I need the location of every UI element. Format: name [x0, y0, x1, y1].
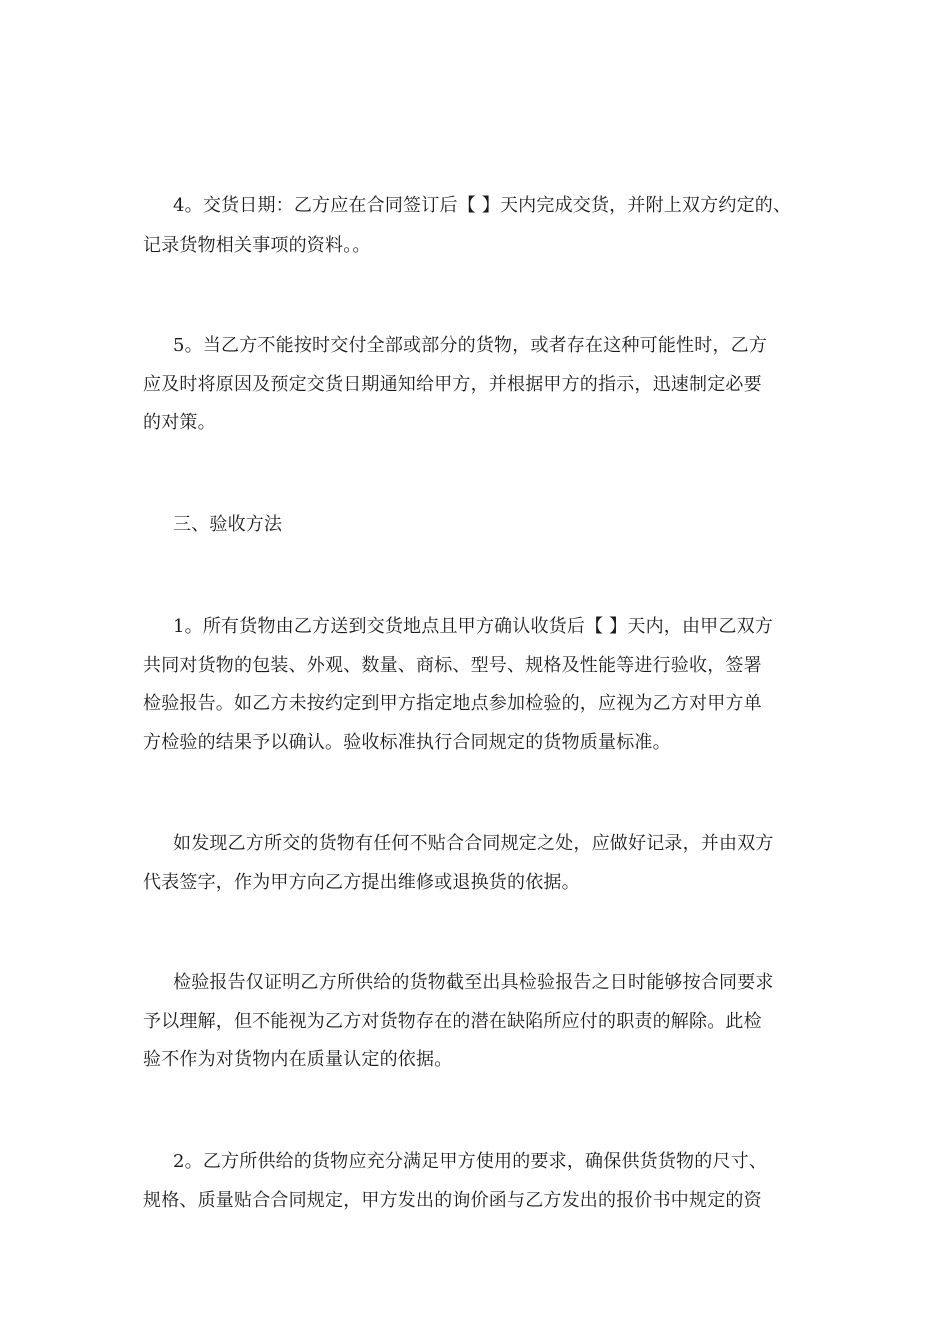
text-line: 共同对货物的包装、外观、数量、商标、型号、规格及性能等进行验收，签署 [143, 655, 762, 676]
text-line: 检验报告。如乙方未按约定到甲方指定地点参加检验的，应视为乙方对甲方单 [143, 693, 762, 714]
text-line: 2。乙方所供给的货物应充分满足甲方使用的要求，确保供货货物的尺寸、 [173, 1151, 768, 1172]
text-line: 予以理解，但不能视为乙方对货物存在的潜在缺陷所应付的职责的解除。此检 [143, 1011, 762, 1032]
text-line: 记录货物相关事项的资料。。 [143, 235, 371, 256]
text-line: 应及时将原因及预定交货日期通知给甲方，并根据甲方的指示，迅速制定必要 [143, 374, 762, 395]
text-line: 1。所有货物由乙方送到交货地点且甲方确认收货后【 】天内，由甲乙双方 [173, 616, 773, 637]
text-line: 验不作为对货物内在质量认定的依据。 [143, 1049, 453, 1070]
text-line: 5。当乙方不能按时交付全部或部分的货物，或者存在这种可能性时，乙方 [173, 335, 768, 356]
text-line: 如发现乙方所交的货物有任何不贴合合同规定之处，应做好记录，并由双方 [173, 833, 774, 854]
text-line: 检验报告仅证明乙方所供给的货物截至出具检验报告之日时能够按合同要求 [173, 972, 774, 993]
section-heading: 三、验收方法 [173, 514, 283, 535]
text-line: 代表签字，作为甲方向乙方提出维修或退换货的依据。 [143, 872, 580, 893]
text-line: 方检验的结果予以确认。验收标准执行合同规定的货物质量标准。 [143, 732, 671, 753]
text-line: 的对策。 [143, 412, 216, 433]
text-line: 4。交货日期：乙方应在合同签订后【 】天内完成交货，并附上双方约定的、 [173, 195, 792, 216]
text-line: 规格、质量贴合合同规定，甲方发出的询价函与乙方发出的报价书中规定的资 [143, 1190, 762, 1211]
